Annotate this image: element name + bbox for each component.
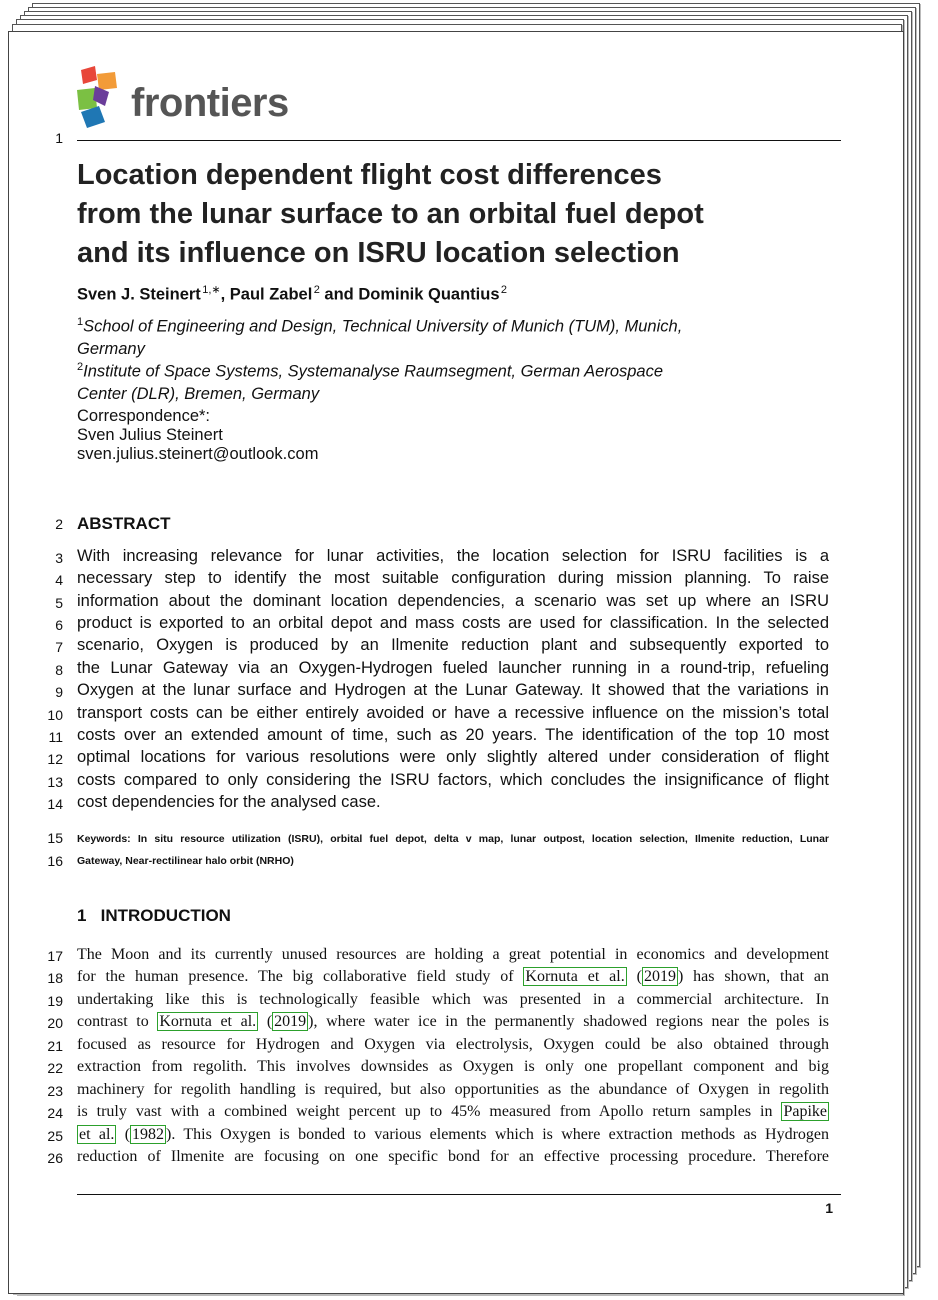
abstract-line: costs over an extended amount of time, such as 20 years. The identification of the top 10 most	[77, 726, 829, 744]
affiliation-text: Institute of Space Systems, Systemanalyse Raumsegment, German Aerospace	[83, 362, 664, 381]
section-number: 1	[77, 906, 87, 925]
abstract-line: transport costs can be either entirely avoided or have a recessive influence on the mission’s total	[77, 704, 829, 722]
citation-year-link[interactable]: 2019	[274, 1013, 307, 1030]
line-number: 23	[47, 1083, 63, 1099]
header-rule	[77, 140, 841, 141]
author-list	[77, 283, 507, 305]
line-number: 18	[47, 970, 63, 986]
body-text: is truly vast with a combined weight percent up to 45% measured from Apollo return samples in	[77, 1103, 782, 1120]
author-separator: ,	[220, 285, 230, 304]
line-number: 4	[55, 572, 63, 588]
abstract-line: Oxygen at the lunar surface and Hydrogen at the Lunar Gateway. It showed that the variations in	[77, 681, 829, 699]
author-affiliation-mark: 1,∗	[202, 284, 221, 296]
affiliation	[77, 356, 777, 405]
correspondence-name: Sven Julius Steinert	[77, 426, 223, 444]
line-number: 5	[55, 595, 63, 611]
line-number: 20	[47, 1015, 63, 1031]
correspondence-email[interactable]: sven.julius.steinert@outlook.com	[77, 445, 319, 463]
line-number: 9	[55, 684, 63, 700]
body-line: reduction of Ilmenite are focusing on one specific bond for an effective processing procedure. Therefore	[77, 1148, 829, 1165]
citation-link[interactable]: Kornuta et al.	[159, 1013, 257, 1030]
citation-year-link[interactable]: 1982	[132, 1126, 165, 1143]
line-number: 25	[47, 1128, 63, 1144]
keywords-line: Gateway, Near-rectilinear halo orbit (NRHO)	[77, 855, 294, 867]
abstract-line: cost dependencies for the analysed case.	[77, 793, 381, 811]
body-line: for the human presence. The big collaborative field study of Kornuta et al. ( 2019 ) has shown, that an	[77, 968, 830, 985]
author-affiliation-mark: 2	[500, 284, 508, 296]
line-number: 24	[47, 1105, 63, 1121]
keywords-line: Keywords: In situ resource utilization (ISRU), orbital fuel depot, delta v map, lunar outpost, location selection, Ilmenite reduction, Lunar	[77, 833, 829, 845]
body-line: The Moon and its currently unused resources are holding a great potential in economics and development	[77, 946, 829, 963]
line-number: 8	[55, 662, 63, 678]
correspondence-label: Correspondence*:	[77, 407, 210, 425]
paper-page	[8, 31, 904, 1294]
affiliation-text: Germany	[77, 339, 145, 358]
section-title: INTRODUCTION	[100, 906, 231, 925]
page-number: 1	[825, 1200, 833, 1216]
paper-title	[77, 156, 777, 273]
body-line: et al. ( 1982 ). This Oxygen is bonded to various elements which is where extraction methods as Hydrogen	[79, 1126, 830, 1143]
author-affiliation-mark: 2	[313, 284, 320, 296]
line-number: 2	[55, 516, 63, 532]
affiliation-mark: 1	[77, 316, 84, 328]
line-number: 11	[48, 729, 63, 745]
affiliation	[77, 311, 777, 360]
abstract-line: scenario, Oxygen is produced by an Ilmenite reduction plant and subsequently exported to	[77, 636, 829, 654]
abstract-line: product is exported to an orbital depot and mass costs are used for classification. In the selected	[77, 614, 829, 632]
body-text: has shown, that an	[683, 968, 830, 985]
citation-link[interactable]: et al.	[79, 1126, 115, 1143]
abstract-line: information about the dominant location dependencies, a scenario was set up where an ISRU	[77, 592, 829, 610]
author-name: Paul Zabel	[229, 285, 313, 304]
title-line: Location dependent flight cost differences	[77, 159, 662, 191]
line-number: 19	[47, 993, 63, 1009]
correspondence	[77, 407, 318, 464]
line-number: 21	[47, 1038, 63, 1054]
title-line: from the lunar surface to an orbital fuel depot	[77, 198, 704, 230]
footer-rule	[77, 1194, 841, 1195]
body-line: machinery for regolith handling is required, but also opportunities as the abundance of Oxygen in regolith	[77, 1081, 829, 1098]
abstract-heading: ABSTRACT	[77, 514, 171, 533]
body-line: extraction from regolith. This involves downsides as Oxygen is only one propellant component and big	[77, 1058, 829, 1075]
line-number: 1	[55, 130, 63, 146]
logo-text: frontiers	[131, 81, 289, 125]
line-number: 10	[47, 707, 63, 723]
line-number: 6	[55, 617, 63, 633]
title-line: and its influence on ISRU location selection	[77, 237, 680, 269]
line-number: 16	[47, 853, 63, 869]
line-number: 15	[47, 830, 63, 846]
citation-link[interactable]: Kornuta et al.	[525, 968, 625, 985]
body-line: focused as resource for Hydrogen and Oxygen via electrolysis, Oxygen could be also obtained through	[77, 1036, 829, 1053]
affiliation-text: Center (DLR), Bremen, Germany	[77, 384, 320, 403]
line-number: 12	[47, 751, 63, 767]
author-separator: and	[319, 285, 359, 304]
body-text: , where water ice in the permanently shadowed regions near the poles is	[313, 1013, 829, 1030]
frontiers-logo-icon	[75, 66, 129, 128]
introduction-heading	[77, 906, 231, 926]
author-name: Sven J. Steinert	[77, 285, 201, 304]
body-line: undertaking like this is technologically feasible which was presented in a commercial architecture. In	[77, 991, 829, 1008]
affiliation-mark: 2	[77, 361, 84, 373]
author-name: Dominik Quantius	[358, 285, 500, 304]
body-line: contrast to Kornuta et al. ( 2019 ), where water ice in the permanently shadowed regions near the poles is	[77, 1013, 829, 1030]
abstract-line: necessary step to identify the most suitable configuration during mission planning. To raise	[77, 569, 829, 587]
abstract-line: costs compared to only considering the ISRU factors, which concludes the insignificance of flight	[77, 771, 829, 789]
line-number: 14	[47, 796, 63, 812]
affiliation-text: School of Engineering and Design, Technical University of Munich (TUM), Munich,	[83, 317, 683, 336]
citation-year-link[interactable]: 2019	[643, 968, 676, 985]
line-number: 22	[47, 1060, 63, 1076]
line-number: 3	[55, 550, 63, 566]
line-number: 17	[47, 948, 63, 964]
line-number: 26	[47, 1150, 63, 1166]
line-number: 13	[47, 774, 63, 790]
citation-link[interactable]: Papike	[783, 1103, 827, 1120]
body-text: contrast to	[77, 1013, 158, 1030]
body-text: for the human presence. The big collaborative field study of	[77, 968, 524, 985]
abstract-line: optimal locations for various resolutions were only slightly altered under consideration of flight	[77, 748, 829, 766]
abstract-line: With increasing relevance for lunar activities, the location selection for ISRU facilities is a	[77, 547, 829, 565]
body-text: . This Oxygen is bonded to various elements which is where extraction methods as Hydrogen	[171, 1126, 830, 1143]
abstract-line: the Lunar Gateway via an Oxygen-Hydrogen fueled launcher running in a round-trip, refueling	[77, 659, 829, 677]
line-number: 7	[55, 639, 63, 655]
body-line	[77, 1103, 829, 1121]
